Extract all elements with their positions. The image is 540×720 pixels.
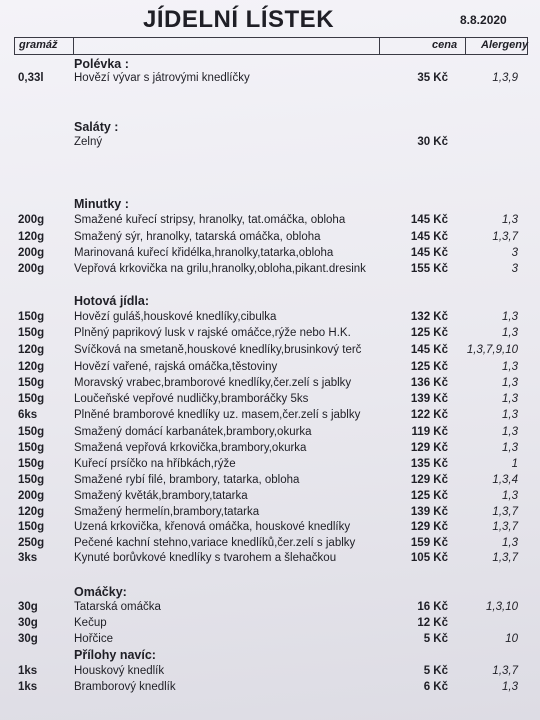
col-weight: gramáž [19,39,58,51]
item-weight: 150g [18,426,45,438]
item-price: 129 Kč [410,521,448,533]
item-weight: 150g [18,474,45,486]
item-weight: 30g [18,633,38,645]
menu-item [0,521,540,537]
item-price: 145 Kč [410,344,448,356]
item-weight: 1ks [18,665,38,677]
item-allergens: 1,3,7 [492,506,518,518]
item-price: 125 Kč [410,327,448,339]
item-name: Plněné bramborové knedlíky uz. masem,čer.zelí s jablky [74,409,361,421]
item-allergens: 1,3,7 [492,521,518,533]
item-weight: 150g [18,327,45,339]
menu-item [0,344,540,360]
menu-item [0,393,540,409]
menu-item [0,136,540,152]
item-price: 139 Kč [410,506,448,518]
item-price: 119 Kč [411,426,448,438]
item-name: Hovězí vařené, rajská omáčka,těstoviny [74,361,278,373]
item-weight: 120g [18,231,45,243]
menu-item [0,458,540,474]
item-name: Smažená vepřová krkovička,brambory,okurka [74,442,307,454]
menu-item [0,617,540,633]
item-allergens: 1,3,10 [486,601,518,613]
item-name: Moravský vrabec,bramborové knedlíky,čer.zelí s jablky [74,377,352,389]
item-allergens: 1,3 [502,393,518,405]
item-name: Kynuté borůvkové knedlíky s tvarohem a šlehačkou [74,552,337,564]
item-weight: 120g [18,506,45,518]
item-name: Zelný [74,136,103,148]
item-name: Smažený sýr, hranolky, tatarská omáčka, obloha [74,231,321,243]
item-name: Bramborový knedlík [74,681,176,693]
item-weight: 120g [18,344,45,356]
menu-item [0,601,540,617]
item-weight: 6ks [18,409,38,421]
item-weight: 150g [18,442,45,454]
item-weight: 200g [18,214,45,226]
menu-item [0,72,540,88]
item-weight: 30g [18,601,38,613]
item-weight: 200g [18,247,45,259]
menu-title: JÍDELNÍ LÍSTEK [143,6,335,33]
item-weight: 200g [18,263,45,275]
item-name: Vepřová krkovička na grilu,hranolky,obloha,pikant.dresink [74,263,366,275]
item-price: 122 Kč [410,409,448,421]
item-name: Kuřecí prsíčko na hříbkách,rýže [74,458,236,470]
item-allergens: 1,3,4 [492,474,518,486]
menu-item [0,214,540,230]
item-price: 139 Kč [410,393,448,405]
menu-item [0,552,540,568]
menu-item [0,537,540,553]
item-allergens: 3 [511,247,518,259]
menu-item [0,442,540,458]
menu-item [0,377,540,393]
item-weight: 30g [18,617,38,629]
menu-item [0,361,540,377]
menu-item [0,506,540,522]
menu-item [0,311,540,327]
item-price: 16 Kč [417,601,448,613]
item-weight: 150g [18,458,45,470]
item-weight: 150g [18,377,45,389]
item-allergens: 3 [511,263,518,275]
column-divider [379,38,380,54]
section-title: Omáčky: [74,585,127,599]
item-name: Svíčková na smetaně,houskové knedlíky,brusinkový terč [74,344,362,356]
item-allergens: 1,3 [502,377,518,389]
item-name: Plněný paprikový lusk v rajské omáčce,rýže nebo H.K. [74,327,351,339]
column-divider [73,38,74,54]
menu-date: 8.8.2020 [460,13,507,27]
section-title: Minutky : [74,197,129,211]
section-title: Saláty : [74,120,119,134]
item-allergens: 1,3 [502,681,518,693]
item-price: 155 Kč [410,263,448,275]
item-weight: 150g [18,393,45,405]
item-price: 132 Kč [410,311,448,323]
item-weight: 150g [18,311,45,323]
item-allergens: 1,3,9 [492,72,518,84]
item-price: 6 Kč [423,681,448,693]
item-name: Hovězí guláš,houskové knedlíky,cibulka [74,311,277,323]
item-name: Pečené kachní stehno,variace knedlíků,čer.zelí s jablky [74,537,356,549]
item-price: 135 Kč [410,458,448,470]
item-name: Smažený domácí karbanátek,brambory,okurka [74,426,312,438]
section-title: Přílohy navíc: [74,648,156,662]
item-allergens: 1,3 [502,442,518,454]
item-allergens: 1,3 [502,426,518,438]
item-allergens: 1,3 [502,409,518,421]
item-weight: 250g [18,537,45,549]
item-price: 5 Kč [423,665,448,677]
item-name: Uzená krkovička, křenová omáčka, houskové knedlíky [74,521,351,533]
item-price: 35 Kč [417,72,448,84]
menu-item [0,409,540,425]
section-title: Polévka : [74,57,129,71]
item-weight: 150g [18,521,45,533]
menu-item [0,665,540,681]
menu-item [0,681,540,697]
item-allergens: 1,3,7,9,10 [466,344,518,356]
menu-item [0,263,540,279]
item-price: 136 Kč [410,377,448,389]
item-allergens: 1,3,7 [492,665,518,677]
item-price: 125 Kč [410,361,448,373]
item-name: Houskový knedlík [74,665,165,677]
item-name: Loučeňské vepřové nudličky,bramboráčky 5ks [74,393,309,405]
item-price: 159 Kč [410,537,448,549]
item-name: Hovězí vývar s játrovými knedlíčky [74,72,250,84]
item-price: 145 Kč [410,214,448,226]
item-price: 5 Kč [423,633,448,645]
menu-item [0,327,540,343]
menu-item [0,490,540,506]
item-allergens: 10 [505,633,518,645]
item-weight: 3ks [18,552,38,564]
item-name: Smažené rybí filé, brambory, tatarka, obloha [74,474,300,486]
item-allergens: 1,3 [502,327,518,339]
item-name: Smažené kuřecí stripsy, hranolky, tat.omáčka, obloha [74,214,346,226]
column-header [14,37,528,55]
item-allergens: 1,3 [502,490,518,502]
item-allergens: 1,3 [502,311,518,323]
col-price: cena [432,39,458,51]
col-allergens: Alergeny [481,39,529,51]
item-price: 145 Kč [410,247,448,259]
item-name: Smažený květák,brambory,tatarka [74,490,248,502]
item-weight: 120g [18,361,45,373]
item-name: Kečup [74,617,107,629]
menu-item [0,426,540,442]
menu-item [0,231,540,247]
item-allergens: 1,3 [502,361,518,373]
item-price: 129 Kč [410,474,448,486]
item-price: 125 Kč [410,490,448,502]
item-price: 12 Kč [417,617,448,629]
item-price: 145 Kč [410,231,448,243]
item-name: Smažený hermelín,brambory,tatarka [74,506,260,518]
item-price: 30 Kč [417,136,448,148]
item-name: Marinovaná kuřecí křidélka,hranolky,tatarka,obloha [74,247,334,259]
item-allergens: 1,3,7 [492,231,518,243]
menu-item [0,633,540,649]
column-divider [465,38,466,54]
item-price: 129 Kč [410,442,448,454]
menu-item [0,247,540,263]
item-allergens: 1,3 [502,537,518,549]
item-weight: 0,33l [18,72,44,84]
menu-item [0,474,540,490]
section-title: Hotová jídla: [74,294,150,308]
item-price: 105 Kč [410,552,448,564]
item-name: Tatarská omáčka [74,601,161,613]
item-weight: 1ks [18,681,38,693]
item-name: Hořčice [74,633,113,645]
item-allergens: 1 [511,458,518,470]
item-weight: 200g [18,490,45,502]
item-allergens: 1,3,7 [492,552,518,564]
item-allergens: 1,3 [502,214,518,226]
